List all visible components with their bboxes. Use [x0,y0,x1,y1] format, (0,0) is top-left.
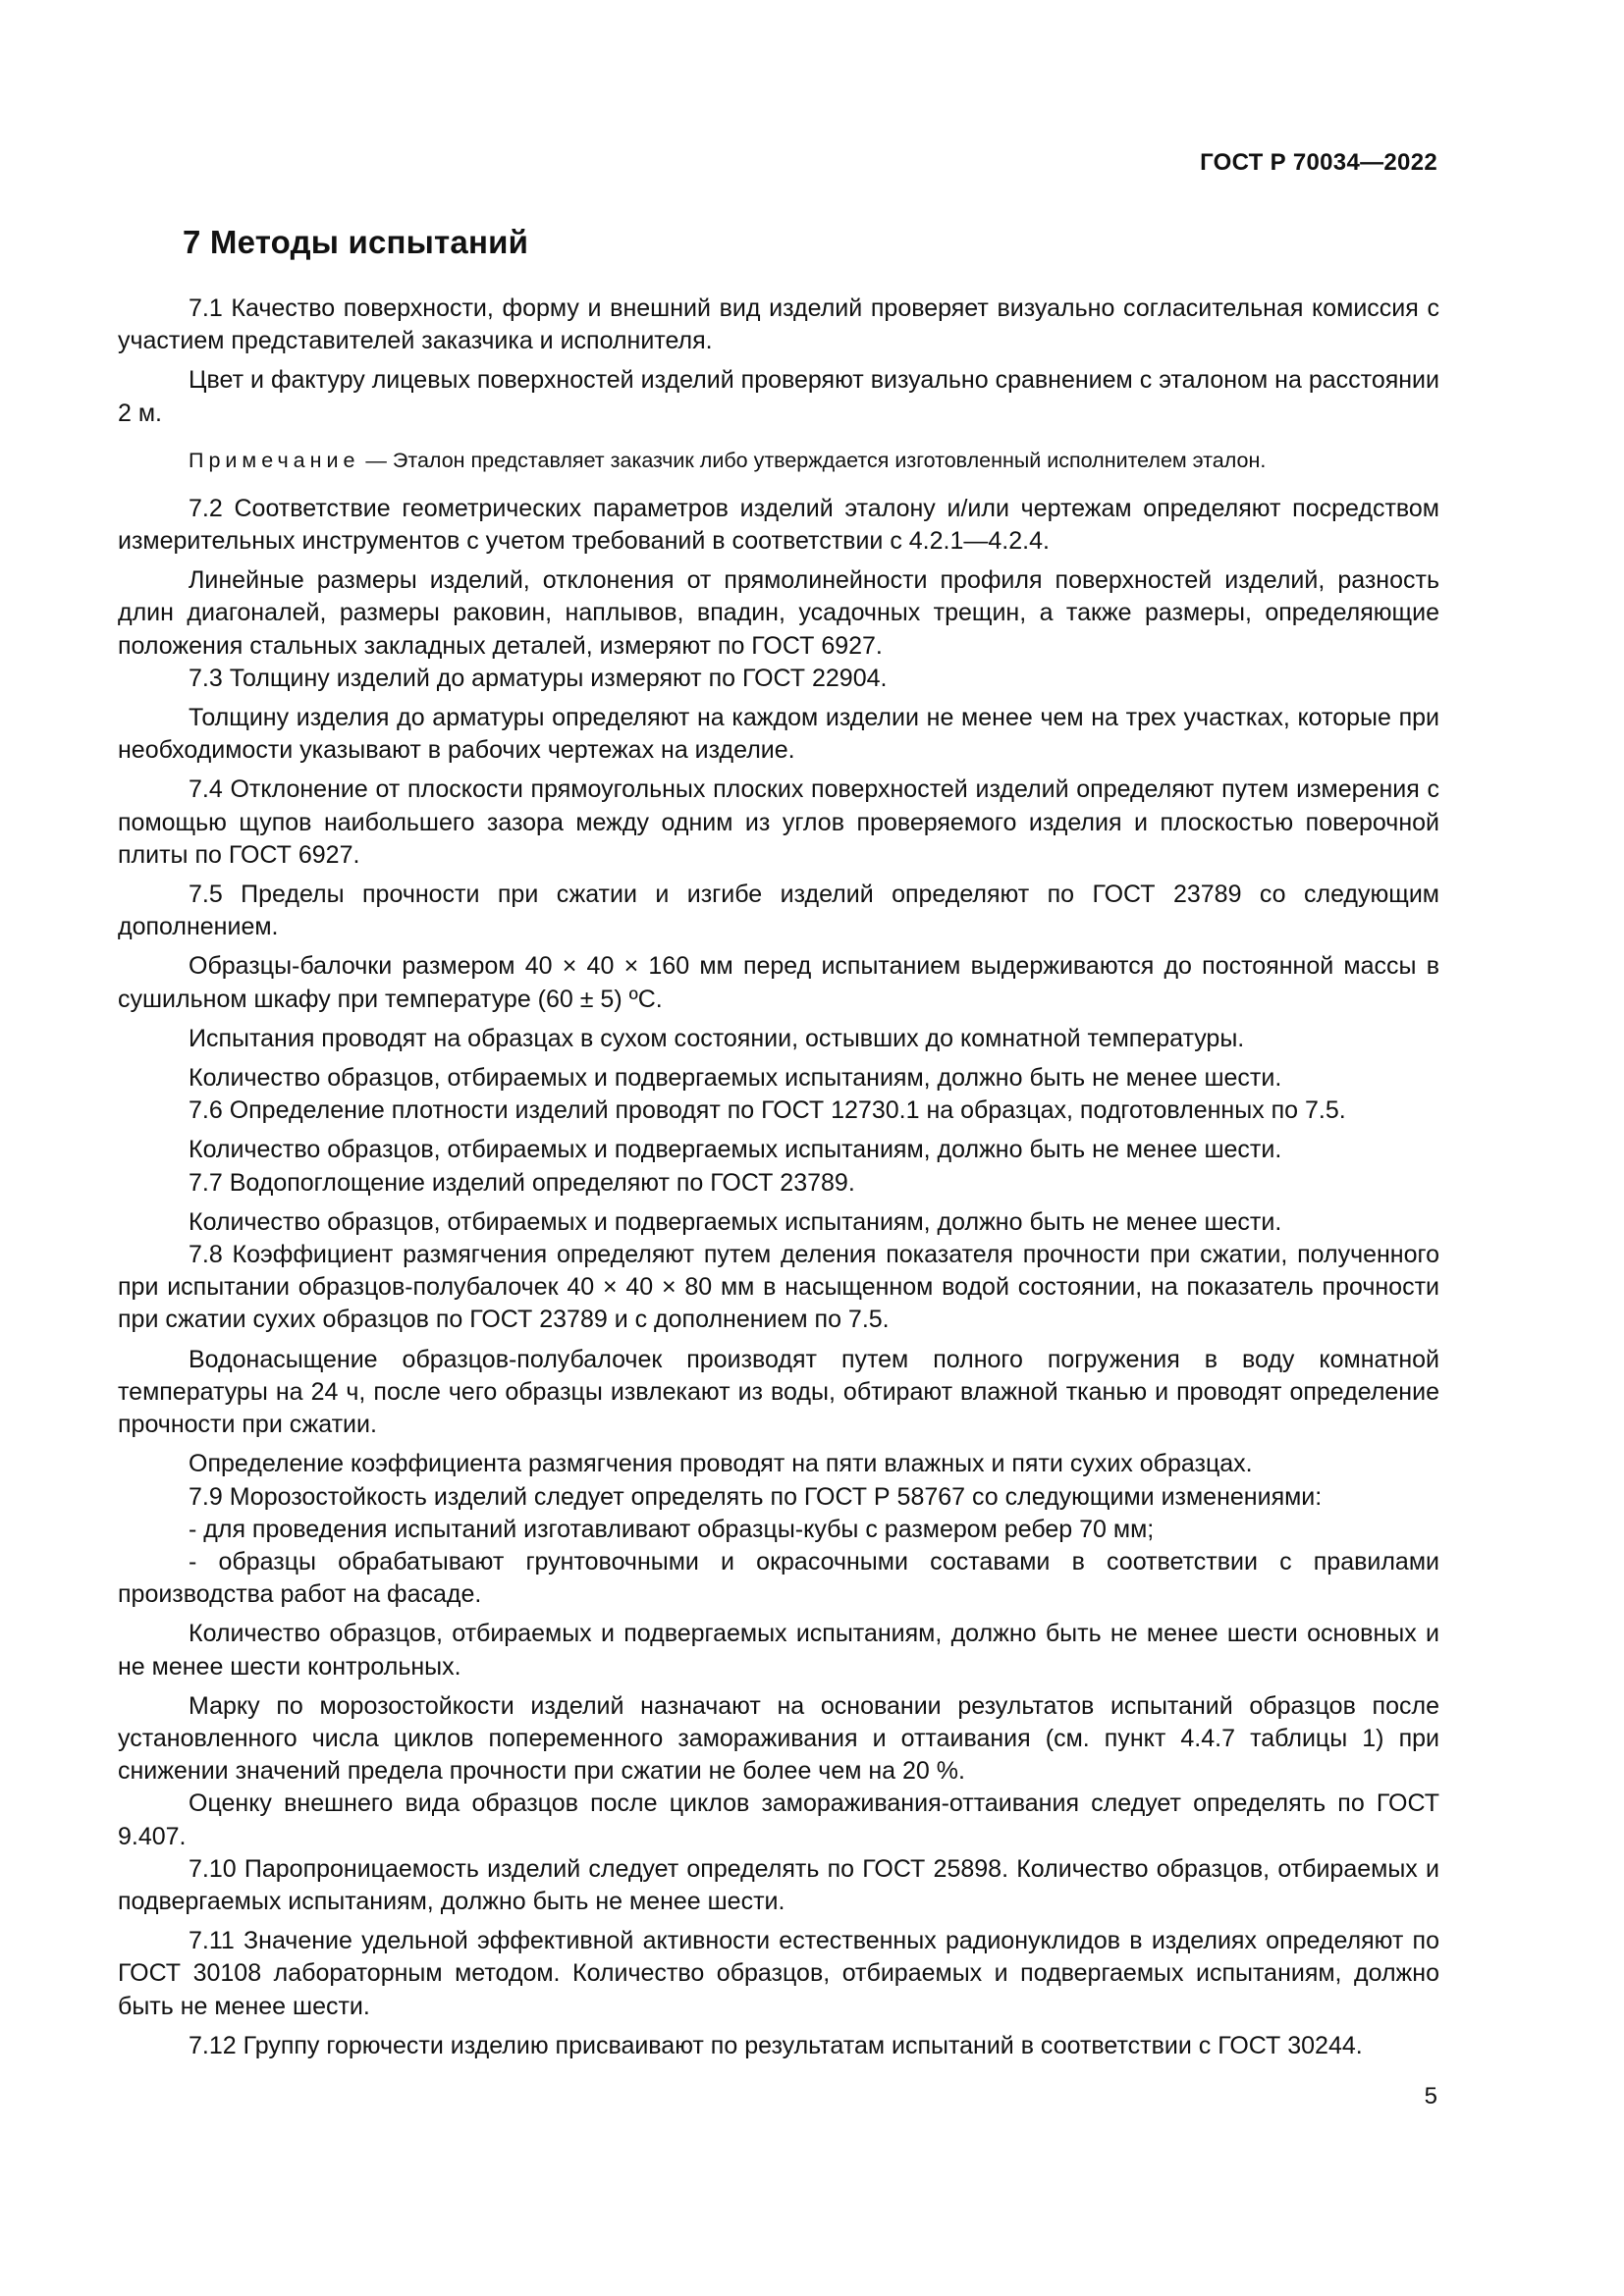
paragraph-7-10: 7.10 Паропроницаемость изделий следует определять по ГОСТ 25898. Количество образцов, отбираемых и подвергаемых испытаниям, должно быть не менее шести. [118,1854,1439,1915]
paragraph: Количество образцов, отбираемых и подвергаемых испытаниям, должно быть не менее шести основных и не менее шести контрольных. [118,1620,1439,1681]
list-item: - образцы обрабатывают грунтовочными и окрасочными составами в соответствии с правилами производства работ на фасаде. [118,1547,1439,1609]
paragraph-7-6: 7.6 Определение плотности изделий проводят по ГОСТ 12730.1 на образцах, подготовленных по 7.5. [189,1096,1346,1125]
paragraph-7-11: 7.11 Значение удельной эффективной активности естественных радионуклидов в изделиях определяют по ГОСТ 30108 лабораторным методом. Количество образцов, отбираемых и подвергаемых испытаниям, должно быть не менее шести. [118,1927,1439,2020]
paragraph: Толщину изделия до арматуры определяют на каждом изделии не менее чем на трех участках, которые при необходимости указывают в рабочих чертежах на изделие. [118,704,1439,765]
note-text: — Эталон представляет заказчик либо утверждается изготовленный исполнителем эталон. [359,448,1267,472]
paragraph: Оценку внешнего вида образцов после циклов замораживания-оттаивания следует определять по ГОСТ 9.407. [118,1789,1439,1850]
paragraph: Цвет и фактуру лицевых поверхностей изделий проверяют визуально сравнением с эталоном на расстоянии 2 м. [118,366,1439,427]
paragraph: Определение коэффициента размягчения проводят на пяти влажных и пяти сухих образцах. [189,1450,1253,1478]
paragraph: Водонасыщение образцов-полубалочек производят путем полного погружения в воду комнатной температуры на 24 ч, после чего образцы извлекают из воды, обтирают влажной тканью и проводят определение прочности при сжатии. [118,1345,1439,1439]
page-number: 5 [1424,2083,1437,2109]
paragraph-7-3: 7.3 Толщину изделий до арматуры измеряют по ГОСТ 22904. [189,664,888,692]
section-title: 7 Методы испытаний [183,224,529,260]
paragraph: Марку по морозостойкости изделий назначают на основании результатов испытаний образцов после установленного числа циклов попеременного замораживания и оттаивания (см. пункт 4.4.7 таблицы 1) при снижении значений предела прочности при сжатии не более чем на 20 %. [118,1691,1439,1786]
paragraph-7-12: 7.12 Группу горючести изделию присваивают по результатам испытаний в соответствии с ГОСТ 30244. [189,2031,1363,2059]
paragraph-7-9: 7.9 Морозостойкость изделий следует определять по ГОСТ Р 58767 со следующими изменениями: [189,1482,1323,1511]
paragraph-7-5: 7.5 Пределы прочности при сжатии и изгибе изделий определяют по ГОСТ 23789 со следующим дополнением. [118,881,1439,941]
paragraph: Количество образцов, отбираемых и подвергаемых испытаниям, должно быть не менее шести. [189,1064,1282,1093]
document-header: ГОСТ Р 70034—2022 [1200,149,1437,176]
paragraph-7-8: 7.8 Коэффициент размягчения определяют путем деления показателя прочности при сжатии, полученного при испытании образцов-полубалочек 40 × 40 × 80 мм в насыщенном водой состоянии, на показатель прочности при сжатии сухих образцов по ГОСТ 23789 и с дополнением по 7.5. [118,1241,1439,1334]
paragraph: Количество образцов, отбираемых и подвергаемых испытаниям, должно быть не менее шести. [189,1136,1282,1164]
paragraph: Линейные размеры изделий, отклонения от прямолинейности профиля поверхностей изделий, разность длин диагоналей, размеры раковин, наплывов, впадин, усадочных трещин, а также размеры, определяющие положения стальных закладных деталей, измеряют по ГОСТ 6927. [118,566,1439,660]
paragraph-7-1: 7.1 Качество поверхности, форму и внешний вид изделий проверяет визуально согласительная комиссия с участием представителей заказчика и исполнителя. [118,294,1439,355]
paragraph: Испытания проводят на образцах в сухом состоянии, остывших до комнатной температуры. [189,1024,1245,1052]
list-item: - для проведения испытаний изготавливают образцы-кубы с размером ребер 70 мм; [189,1515,1155,1543]
paragraph-7-4: 7.4 Отклонение от плоскости прямоугольных плоских поверхностей изделий определяют путем измерения с помощью щупов наибольшего зазора между одним из углов проверяемого изделия и плоскостью поверочной плиты по ГОСТ 6927. [118,775,1439,869]
paragraph-7-2: 7.2 Соответствие геометрических параметров изделий эталону и/или чертежам определяют посредством измерительных инструментов с учетом требований в соответствии с 4.2.1—4.2.4. [118,494,1439,556]
note-label: Примечание [189,448,360,472]
paragraph-7-7: 7.7 Водопоглощение изделий определяют по ГОСТ 23789. [189,1168,855,1197]
paragraph: Образцы-балочки размером 40 × 40 × 160 мм перед испытанием выдерживаются до постоянной массы в сушильном шкафу при температуре (60 ± 5) ºС. [118,952,1439,1013]
page-content [118,224,1439,2062]
note [118,446,1439,475]
paragraph: Количество образцов, отбираемых и подвергаемых испытаниям, должно быть не менее шести. [189,1207,1282,1236]
